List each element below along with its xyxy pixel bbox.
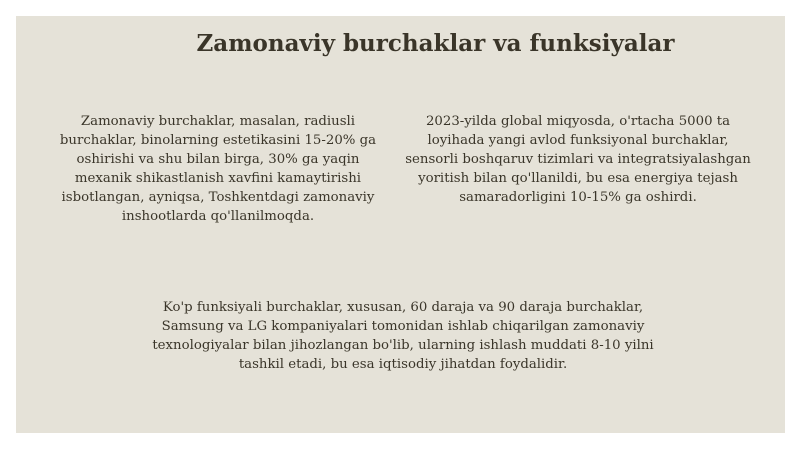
slide <box>16 16 785 433</box>
slide-title: Zamonaviy burchaklar va funksiyalar <box>196 30 675 57</box>
paragraph-right: 2023-yilda global miqyosda, o'rtacha 5000 ta loyihada yangi avlod funksiyonal burchaklar, sensorli boshqaruv tizimlari va integratsiyalashgan yoritish bilan qo'llanildi, bu esa energiya tejash samaradorligini 10-15% ga oshirdi. <box>405 114 751 205</box>
paragraph-left: Zamonaviy burchaklar, masalan, radiusli burchaklar, binolarning estetikasini 15-20% ga oshirishi va shu bilan birga, 30% ga yaqin mexanik shikastlanish xavfini kamaytirishi isbotlangan, ayniqsa, Toshkentdagi zamonaviy inshootlarda qo'llanilmoqda. <box>59 114 377 224</box>
paragraph-bottom: Ko'p funksiyali burchaklar, xususan, 60 daraja va 90 daraja burchaklar, Samsung va LG kompaniyalari tomonidan ishlab chiqarilgan zamonaviy texnologiyalar bilan jihozlangan bo'lib, ularning ishlash muddati 8-10 yilni tashkil etadi, bu esa iqtisodiy jihatdan foydalidir. <box>152 300 654 372</box>
